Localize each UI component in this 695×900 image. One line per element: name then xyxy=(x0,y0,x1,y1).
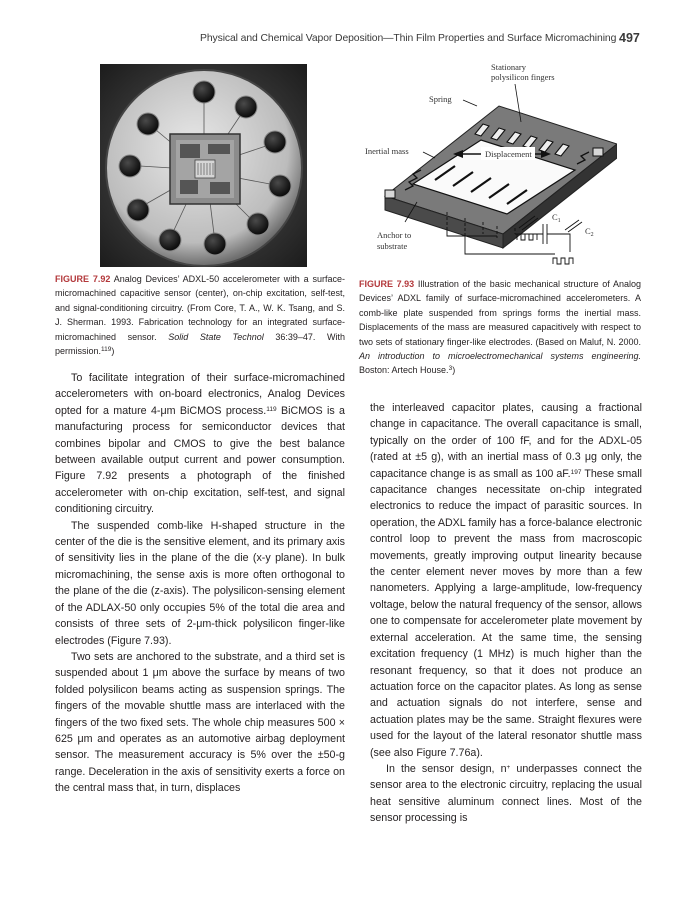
right-paragraph-2: In the sensor design, n+ underpasses connect the sensor area to the electronic circuitry, replacing the usual heat sensitive aluminum connect lines. Most of the sensor processing is xyxy=(370,762,642,825)
running-header: Physical and Chemical Vapor Deposition—Thin Film Properties and Surface Micromachining xyxy=(200,33,617,44)
figure-7-92-caption xyxy=(55,272,345,358)
label-c1: $C_1$ xyxy=(552,212,561,224)
label-anchor-2: substrate xyxy=(377,241,408,251)
label-anchor-1: Anchor to xyxy=(377,230,412,240)
figure-7-93-caption xyxy=(359,277,641,378)
label-stationary-2: polysilicon fingers xyxy=(491,72,555,82)
figure-7-93-close: ) xyxy=(452,365,456,376)
figure-7-92-caption-text: Analog Devices’ ADXL-50 accelerometer with a surface-micromachined capacitive sensor (center), on-chip excitation, self-test, and signal-conditioning circuitry. (From Core, T. A., W. K. Tsang, and S. J. Sherman. 1993. Fabrication technology for an integrated surface-micromachined sensor. xyxy=(55,274,345,342)
label-stationary-1: Stationary xyxy=(491,62,526,72)
figure-7-92-label: FIGURE 7.92 xyxy=(55,274,111,284)
right-paragraph-1: the interleaved capacitor plates, causing a fractional change in capacitance. The overall capacitance is small, typically on the order of 100 fF, and for the ADXL-05 (rated at ±5 g), with an inertial mass of 0.3 μg only, the capacitance change is as small as 100 aF.$^{197}$ These small capacitance changes necessitate on-chip integrated electronics to reduce the impact of parasitic sources. In operation, the ADXL family has a force-balance electronic control loop to prevent the mass from macroscopic movements, greatly improving output linearity because the center element never moves by more than a few nanometers. Applying a large-amplitude, low-frequency voltage, below the natural frequency of the sensor, allows one to compensate for accelerometer plate movement by external acceleration. At the same time, the sensing excitation frequency (1 MHz) is much higher than the resonant frequency, so that it does not produce an actuation force on the capacitor plates. As long as sense and actuation signals do not interfere, sense and actuation plates may be the same. Straight flexures were used for the layout of the lateral resonator shuttle mass (see also Figure 7.76a). xyxy=(370,402,642,759)
left-paragraph-3: Two sets are anchored to the substrate, and a third set is suspended about 1 μm above the surface by means of two folded polysilicon beams acting as suspension springs. The fingers of the movable shuttle mass are interlaced with the fingers of the two fixed sets. The whole chip measures 500 × 625 μm and operates as an automotive airbag deployment sensor. The measurement accuracy is 5% over the ±50-g range. Deceleration in the axis of sensitivity exerts a force on the central mass that, in turn, displaces xyxy=(55,650,345,795)
label-c2: $C_2$ xyxy=(585,226,594,238)
left-column xyxy=(55,370,345,797)
label-displacement: Displacement xyxy=(485,149,532,159)
right-column xyxy=(370,400,642,827)
page-number: 497 xyxy=(619,31,640,45)
left-paragraph-2: The suspended comb-like H-shaped structure in the center of the die is the sensitive element, and its primary axis of sensitivity lies in the plane of the die (x-y plane). In bulk micromachining, the sense axis is more often orthogonal to the plane of the die (z-axis). The polysilicon-sensing element of the ADLAX-50 only occupies 5% of the total die area and consists of three sets of 2-μm-thick polysilicon finger-like electrodes (Figure 7.93). xyxy=(55,519,345,647)
left-paragraph-1: To facilitate integration of their surface-micromachined accelerometers with on-board electronics, Analog Devices opted for a mature 4-μm BiCMOS process.$^{119}$ BiCMOS is a manufacturing process for semiconductor devices that combines bipolar and CMOS to give the best balance between available output current and power consumption. Figure 7.92 presents a photograph of the finished accelerometer with on-chip excitation, self-test, and signal conditioning circuitry. xyxy=(55,372,346,516)
accelerometer-photo-graphic xyxy=(100,64,307,267)
label-inertial-mass: Inertial mass xyxy=(365,146,409,156)
ref-119: 119 xyxy=(266,405,277,413)
figure-7-92-journal: Solid State Technol xyxy=(168,331,264,342)
n-plus-superscript: + xyxy=(506,763,511,771)
figure-7-92-ref: 119 xyxy=(101,346,112,354)
label-spring: Spring xyxy=(429,94,452,104)
figure-7-93-ref: 3 xyxy=(448,365,453,373)
ref-197: 197 xyxy=(570,468,582,476)
figure-7-93-caption-end: Boston: Artech House. xyxy=(359,365,449,376)
accelerometer-photo xyxy=(100,64,307,267)
comb-structure-svg xyxy=(365,62,617,268)
figure-7-92-caption-end: 36:39–47. With permission. xyxy=(55,331,345,357)
figure-7-93-book-title: An introduction to microelectromechanical systems engineering. xyxy=(359,351,641,362)
figure-7-93-label: FIGURE 7.93 xyxy=(359,279,415,289)
figure-7-92-close: ) xyxy=(111,346,115,357)
comb-structure-diagram xyxy=(365,62,617,268)
figure-7-93-caption-text: Illustration of the basic mechanical structure of Analog Devices’ ADXL family of surface-micromachined accelerometers. A comb-like plate suspended from springs forms the inertial mass. Displacements of the mass are measured capacitively with respect to two sets of stationary finger-like electrodes. (Based on Maluf, N. 2000. xyxy=(359,279,641,347)
